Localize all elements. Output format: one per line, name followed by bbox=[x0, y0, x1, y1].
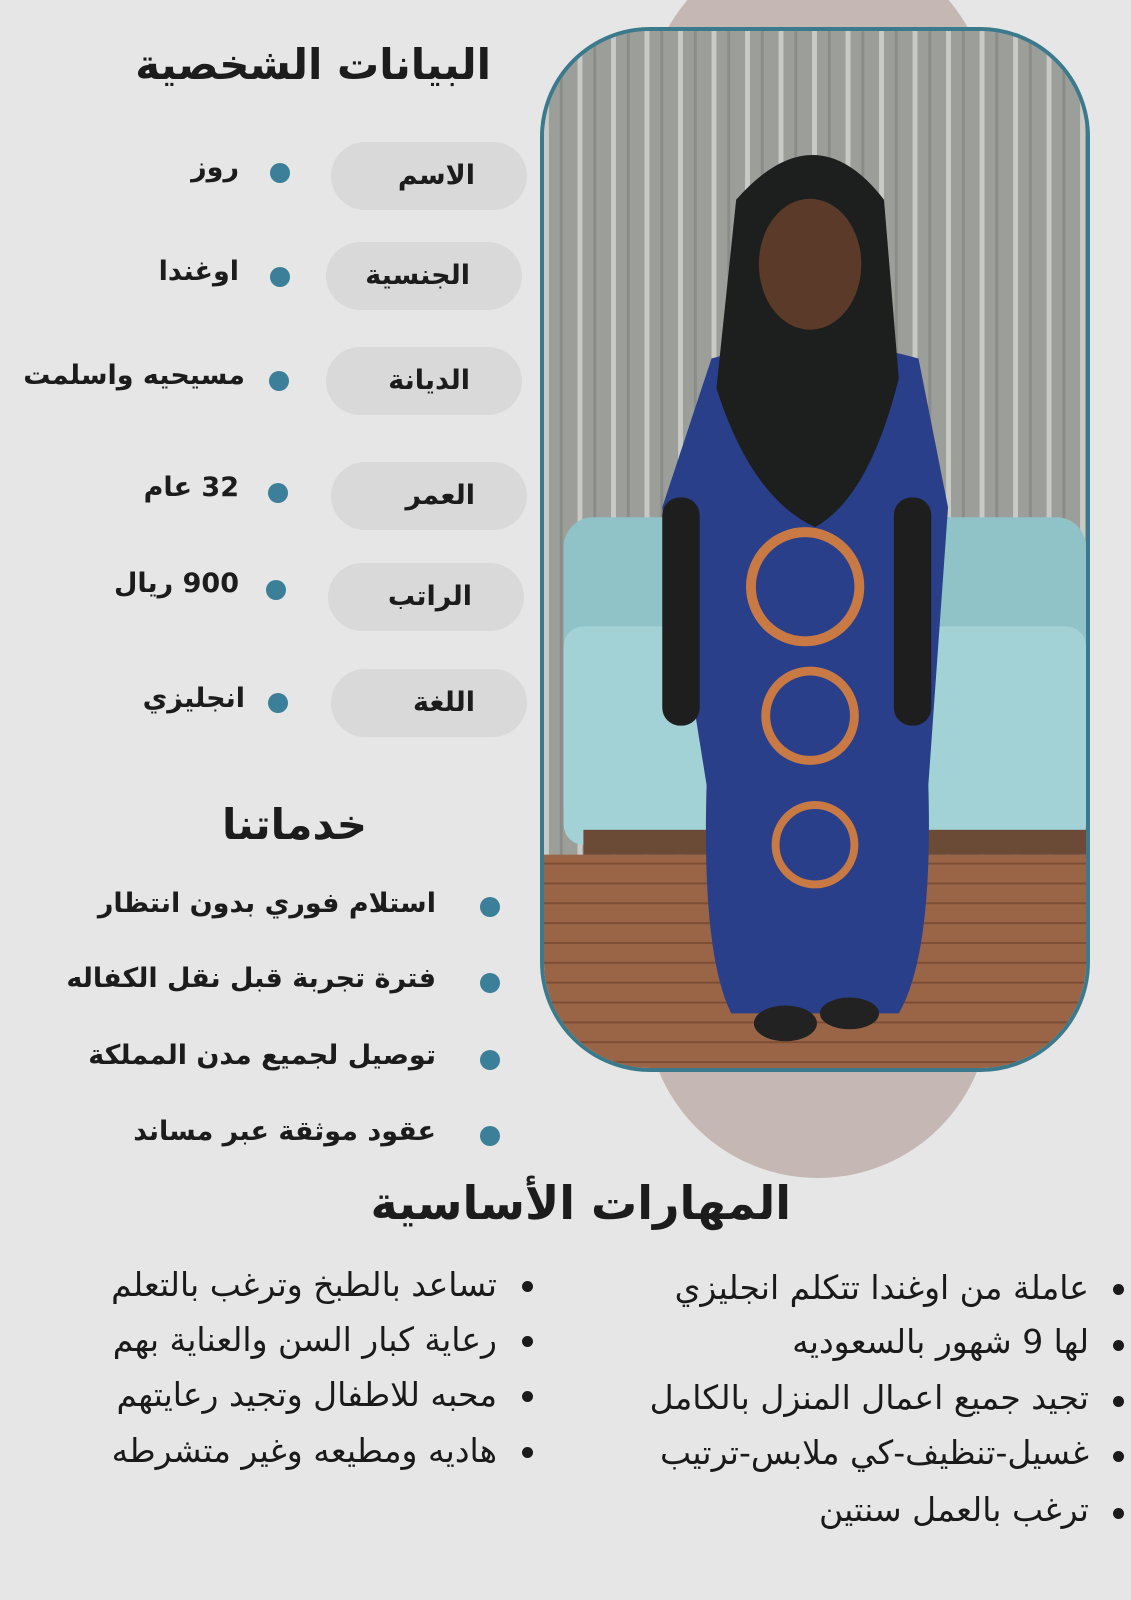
info-label: الراتب bbox=[328, 563, 524, 631]
info-label: الجنسية bbox=[326, 242, 522, 310]
bullet-dot bbox=[266, 580, 286, 600]
services-title: خدماتنا bbox=[222, 800, 367, 849]
bullet-dot bbox=[270, 267, 290, 287]
worker-photo bbox=[540, 27, 1090, 1072]
info-value: 32 عام bbox=[143, 472, 239, 503]
bullet-dot bbox=[480, 1126, 500, 1146]
personal-info-title: البيانات الشخصية bbox=[135, 40, 491, 89]
info-value: مسيحيه واسلمت bbox=[23, 360, 245, 391]
service-text: استلام فوري بدون انتظار bbox=[97, 888, 436, 919]
bullet-dot bbox=[1113, 1396, 1124, 1407]
bullet-dot bbox=[480, 897, 500, 917]
bullet-dot bbox=[522, 1447, 533, 1458]
skill-item: هاديه ومطيعه وغير متشرطه bbox=[111, 1431, 497, 1470]
info-value: روز bbox=[191, 152, 239, 183]
skill-item: لها 9 شهور بالسعوديه bbox=[792, 1322, 1089, 1361]
skill-item: عاملة من اوغندا تتكلم انجليزي bbox=[674, 1268, 1089, 1307]
skill-item: غسيل-تنظيف-كي ملابس-ترتيب bbox=[660, 1433, 1089, 1472]
skill-item: محبه للاطفال وتجيد رعايتهم bbox=[116, 1375, 497, 1414]
service-text: فترة تجربة قبل نقل الكفاله bbox=[66, 963, 436, 994]
bullet-dot bbox=[269, 371, 289, 391]
info-value: 900 ريال bbox=[113, 568, 239, 599]
service-text: عقود موثقة عبر مساند bbox=[133, 1116, 436, 1147]
info-label: العمر bbox=[331, 462, 527, 530]
bullet-dot bbox=[1113, 1340, 1124, 1351]
skills-title: المهارات الأساسية bbox=[370, 1176, 791, 1230]
bullet-dot bbox=[1113, 1508, 1124, 1519]
bullet-dot bbox=[522, 1281, 533, 1292]
info-value: انجليزي bbox=[142, 683, 245, 714]
info-label: الاسم bbox=[331, 142, 527, 210]
bullet-dot bbox=[268, 483, 288, 503]
bullet-dot bbox=[1113, 1451, 1124, 1462]
bullet-dot bbox=[522, 1336, 533, 1347]
skill-item: رعاية كبار السن والعناية بهم bbox=[112, 1320, 497, 1359]
skill-item: ترغب بالعمل سنتين bbox=[819, 1490, 1089, 1529]
bullet-dot bbox=[268, 693, 288, 713]
bullet-dot bbox=[270, 163, 290, 183]
info-label: الديانة bbox=[326, 347, 522, 415]
bullet-dot bbox=[522, 1391, 533, 1402]
bullet-dot bbox=[480, 1050, 500, 1070]
bullet-dot bbox=[480, 973, 500, 993]
info-value: اوغندا bbox=[158, 256, 239, 287]
skill-item: تجيد جميع اعمال المنزل بالكامل bbox=[649, 1378, 1089, 1417]
bullet-dot bbox=[1113, 1284, 1124, 1295]
info-label: اللغة bbox=[331, 669, 527, 737]
service-text: توصيل لجميع مدن المملكة bbox=[88, 1040, 436, 1071]
skill-item: تساعد بالطبخ وترغب بالتعلم bbox=[111, 1265, 497, 1304]
